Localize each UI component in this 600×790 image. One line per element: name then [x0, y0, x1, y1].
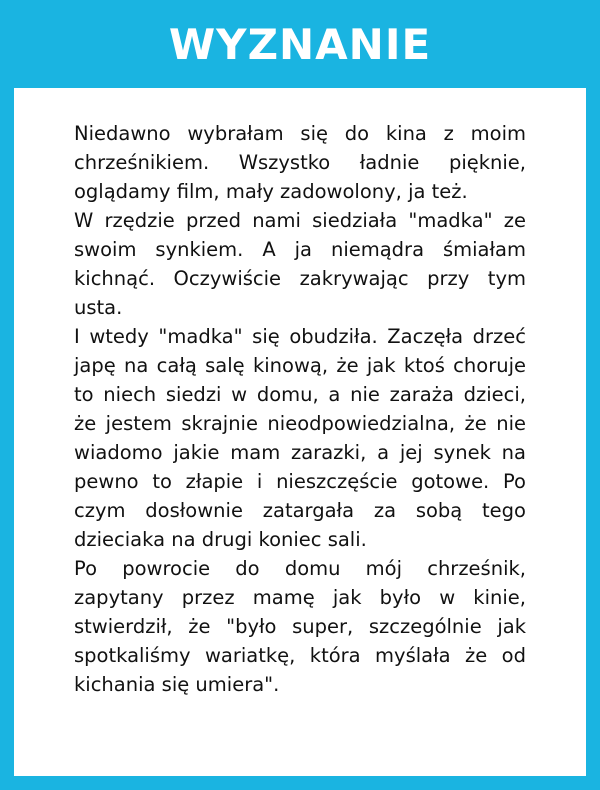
confession-paragraph: W rzędzie przed nami siedziała "madka" ze swoim synkiem. A ja niemądra śmiałam kichnąć. Oczywiście zakrywając przy tym usta. [74, 209, 526, 319]
confession-paragraph: Po powrocie do domu mój chrześnik, zapytany przez mamę jak było w kinie, stwierdził, że "było super, szczególnie jak spotkaliśmy wariatkę, która myślała że od kichania się umiera". [74, 557, 526, 696]
confession-paragraph: Niedawno wybrałam się do kina z moim chrześnikiem. Wszystko ładnie pięknie, oglądamy film, mały zadowolony, ja też. [74, 122, 526, 203]
page-title: WYZNANIE [168, 19, 432, 69]
confession-panel [14, 88, 586, 776]
confession-paragraph: I wtedy "madka" się obudziła. Zaczęła drzeć japę na całą salę kinową, że jak ktoś choruje to niech siedzi w domu, a nie zaraża dzieci, że jestem skrajnie nieodpowiedzialna, że nie wiadomo jakie mam zarazki, a jej synek na pewno to złapie i nieszczęście gotowe. Po czym dosłownie zatargała za sobą tego dzieciaka na drugi koniec sali. [74, 325, 526, 551]
